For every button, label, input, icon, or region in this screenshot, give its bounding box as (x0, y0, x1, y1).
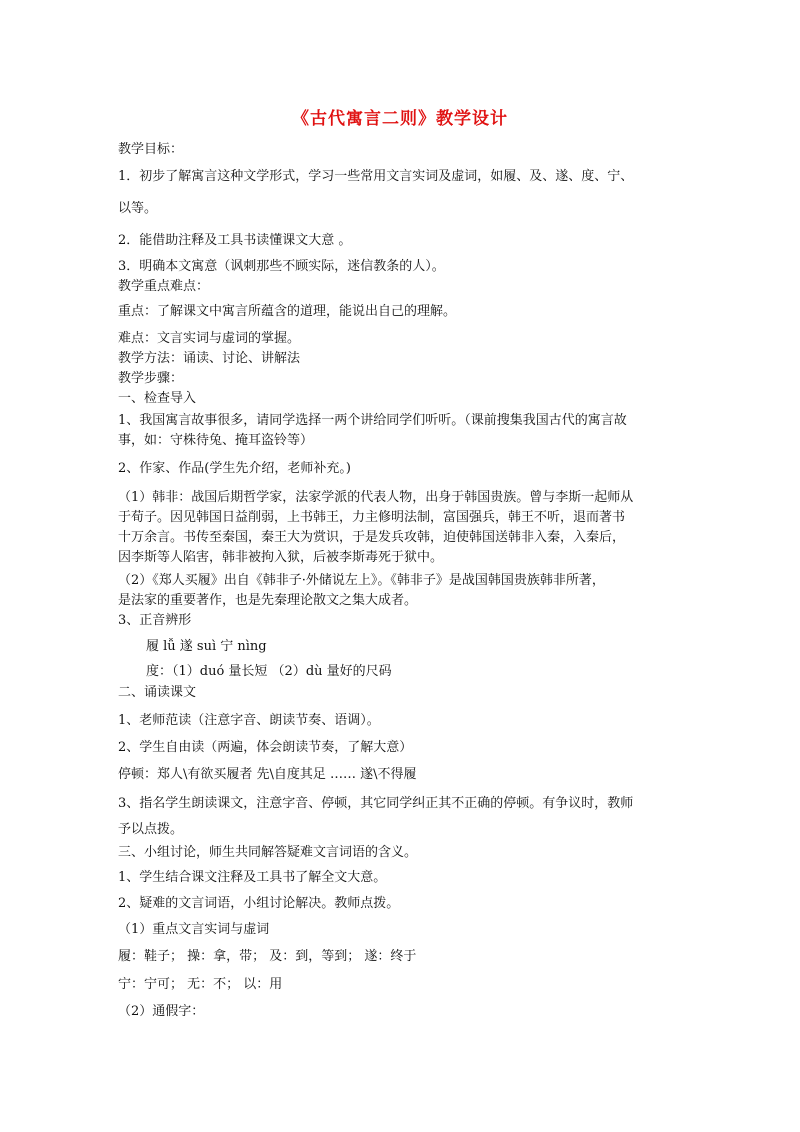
section-1-heading: 一、检查导入 (118, 391, 197, 406)
heading-teaching-steps: 教学步骤： (118, 371, 184, 386)
step-1-line-1: 1、我国寓言故事很多，请同学选择一两个讲给同学们听听。（课前搜集我国古代的寓言故 (118, 413, 627, 428)
teaching-method: 教学方法：诵读、讨论、讲解法 (118, 351, 301, 366)
loan-characters-heading: （2）通假字： (118, 1004, 205, 1019)
author-line-2: 于荀子。因见韩国日益削弱，上书韩王，力主修明法制，富国强兵，韩王不听，退而著书 (118, 510, 626, 525)
vocabulary-heading: （1）重点文言实词与虚词 (118, 922, 270, 937)
document-title: 《古代寓言二则》教学设计 (292, 109, 508, 129)
reading-step-3-line-2: 予以点拨。 (118, 822, 184, 837)
goal-3: 3．明确本文寓意（讽刺那些不顾实际，迷信教条的人）。 (118, 259, 445, 274)
reading-step-2: 2、学生自由读（两遍，体会朗读节奏，了解大意） (118, 740, 413, 755)
section-2-heading: 二、诵读课文 (118, 685, 197, 700)
step-1-line-2: 事，如：守株待兔、掩耳盗铃等） (118, 433, 314, 448)
author-line-4: 因李斯等人陷害，韩非被拘入狱，后被李斯毒死于狱中。 (118, 550, 444, 565)
work-line-2: 是法家的重要著作，也是先秦理论散文之集大成者。 (118, 593, 418, 608)
reading-step-3-line-1: 3、指名学生朗读课文，注意字音、停顿，其它同学纠正其不正确的停顿。有争议时，教师 (118, 796, 634, 811)
vocabulary-line-1: 履：鞋子； 操：拿，带； 及：到，等到； 遂：终于 (118, 949, 417, 964)
vocabulary-line-2: 宁：宁可； 无：不； 以：用 (118, 977, 283, 992)
step-2: 2、作家、作品(学生先介绍，老师补充。) (118, 461, 351, 476)
step-3-heading: 3、正音辨形 (118, 613, 192, 628)
pause-line: 停顿：郑人\有欲买履者 先\自度其足 …… 遂\不得履 (118, 767, 417, 782)
pronunciation-line: 履 lǚ 遂 suì 宁 nìng (146, 639, 267, 654)
heading-key-points: 教学重点难点： (118, 279, 210, 294)
heading-teaching-goals: 教学目标： (118, 142, 184, 157)
goal-2: 2．能借助注释及工具书读懂课文大意 。 (118, 233, 352, 248)
author-line-1: （1）韩非：战国后期哲学家，法家学派的代表人物，出身于韩国贵族。曾与李斯一起师从 (118, 490, 634, 505)
du-pronunciation-line: 度：（1）duó 量长短 （2）dù 量好的尺码 (146, 664, 392, 679)
discussion-step-1: 1、学生结合课文注释及工具书了解全文大意。 (118, 870, 387, 885)
key-point: 重点：了解课文中寓言所蕴含的道理，能说出自己的理解。 (118, 304, 457, 319)
author-line-3: 十万余言。书传至秦国，秦王大为赏识，于是发兵攻韩，迫使韩国送韩非入秦，入秦后， (118, 530, 626, 545)
reading-step-1: 1、老师范读（注意字音、朗读节奏、语调）。 (118, 713, 380, 728)
difficult-point: 难点：文言实词与虚词的掌握。 (118, 331, 301, 346)
goal-1-line-1: 1．初步了解寓言这种文学形式，学习一些常用文言实词及虚词，如履、及、遂、度、宁、 (118, 169, 634, 184)
goal-1-line-2: 以等。 (118, 201, 158, 216)
section-3-heading: 三、小组讨论，师生共同解答疑难文言词语的含义。 (118, 845, 418, 860)
discussion-step-2: 2、疑难的文言词语，小组讨论解决。教师点拨。 (118, 896, 400, 911)
work-line-1: （2）《郑人买履》出自《韩非子·外储说左上》。《韩非子》是战国韩国贵族韩非所著， (118, 573, 605, 588)
